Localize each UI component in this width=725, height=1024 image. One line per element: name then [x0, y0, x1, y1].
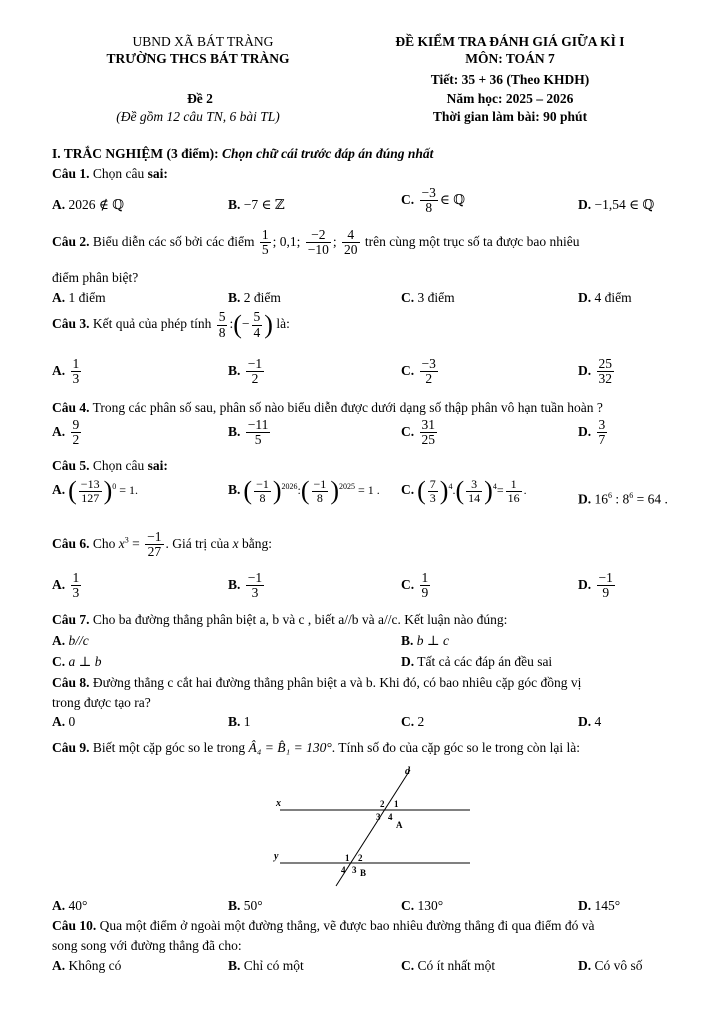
question-3: Câu 3. Kết quả của phép tính $\frac{5}{8}$ :(− $\frac{5}{4}$ ) là: — [52, 309, 290, 340]
angle-b4: 4 — [341, 865, 346, 875]
q1-option-b[interactable]: B. −7 ∈ ℤ — [228, 197, 285, 212]
question-10-cont: song song với đường thẳng đã cho: — [52, 938, 242, 953]
q6-option-d[interactable]: D. $\frac{-1}{9}$ — [578, 570, 613, 601]
q7-option-b[interactable]: B. b ⊥ c — [401, 633, 449, 648]
question-9: Câu 9. Biết một cặp góc so le trong Â₄ = B̂₁ = 130°. Tính số đo của cặp góc so le trong còn lại là: — [52, 740, 581, 755]
q8-option-b[interactable]: B. 1 — [228, 714, 251, 729]
q8-option-a[interactable]: A. 0 — [52, 714, 76, 729]
angle-a1: 1 — [394, 799, 399, 809]
q2-option-a[interactable]: A. 1 điểm — [52, 290, 106, 305]
school-name: TRƯỜNG THCS BÁT TRÀNG — [106, 51, 290, 66]
q2-option-c[interactable]: C. 3 điểm — [401, 290, 455, 305]
parallel-lines-figure — [260, 760, 480, 890]
angle-a4: 4 — [388, 812, 393, 822]
question-6: Câu 6. Cho $x^3$ = $\frac{-1}{27}$ . Giá trị của x bằng: — [52, 529, 273, 560]
q3-option-a[interactable]: A. $\frac{1}{3}$ — [52, 356, 80, 387]
question-4: Câu 4. Trong các phân số sau, phân số nào biểu diễn được dưới dạng số thập phân vô hạn tuần hoàn ? — [52, 400, 603, 415]
q3-option-d[interactable]: D. $\frac{25}{32}$ — [578, 356, 612, 387]
q9-option-d[interactable]: D. 145° — [578, 898, 621, 913]
q3-option-b[interactable]: B. $\frac{-1}{2}$ — [228, 356, 263, 387]
q10-option-a[interactable]: A. Không có — [52, 958, 122, 973]
question-5: Câu 5. Chọn câu sai: — [52, 458, 168, 473]
question-8-cont: trong được tạo ra? — [52, 695, 151, 710]
section-title: I. TRẮC NGHIỆM (3 điểm): Chọn chữ cái trước đáp án đúng nhất — [52, 146, 434, 161]
q6-option-b[interactable]: B. $\frac{-1}{3}$ — [228, 570, 263, 601]
angle-a3: 3 — [376, 812, 381, 822]
q10-option-d[interactable]: D. Có vô số — [578, 958, 643, 973]
label-y: y — [274, 851, 279, 862]
q4-option-c[interactable]: C. $\frac{31}{25}$ — [401, 417, 435, 448]
q2-option-d[interactable]: D. 4 điểm — [578, 290, 632, 305]
q10-option-b[interactable]: B. Chỉ có một — [228, 958, 304, 973]
question-8: Câu 8. Đường thẳng c cắt hai đường thẳng phân biệt a và b. Khi đó, có bao nhiêu cặp góc đồng vị — [52, 675, 582, 690]
q1-option-c[interactable]: C. $\frac{-3}{8}$ ∈ ℚ — [401, 185, 466, 216]
q4-option-d[interactable]: D. $\frac{3}{7}$ — [578, 417, 606, 448]
school-year: Năm học: 2025 – 2026 — [446, 91, 574, 106]
q6-option-c[interactable]: C. $\frac{1}{9}$ — [401, 570, 429, 601]
q7-option-a[interactable]: A. b//c — [52, 633, 89, 648]
angle-b1: 1 — [345, 853, 350, 863]
label-x: x — [276, 798, 281, 809]
q8-option-d[interactable]: D. 4 — [578, 714, 602, 729]
q1-option-a[interactable]: A. 2026 ∉ ℚ — [52, 197, 125, 212]
lesson-period: Tiết: 35 + 36 (Theo KHDH) — [430, 72, 590, 87]
q8-option-c[interactable]: C. 2 — [401, 714, 425, 729]
q5-option-a[interactable]: A. ( $\frac{-13}{127}$ )$^0$ = 1. — [52, 476, 139, 505]
q1-option-d[interactable]: D. −1,54 ∈ ℚ — [578, 197, 655, 212]
point-a: A — [396, 820, 403, 830]
q4-option-b[interactable]: B. $\frac{-11}{5}$ — [228, 417, 269, 448]
q10-option-c[interactable]: C. Có ít nhất một — [401, 958, 496, 973]
q9-option-a[interactable]: A. 40° — [52, 898, 88, 913]
angle-b2: 2 — [358, 853, 363, 863]
exam-code: Đề 2 — [187, 91, 213, 106]
question-7: Câu 7. Cho ba đường thẳng phân biệt a, b và c , biết a//b và a//c. Kết luận nào đúng: — [52, 612, 508, 627]
exam-title: ĐỀ KIỂM TRA ĐÁNH GIÁ GIỮA KÌ I — [395, 34, 625, 49]
question-2-cont: điểm phân biệt? — [52, 270, 139, 285]
q3-option-c[interactable]: C. $\frac{-3}{2}$ — [401, 356, 436, 387]
q9-option-c[interactable]: C. 130° — [401, 898, 444, 913]
q5-option-d[interactable]: D. $16^6$ : $8^6 = 64$ . — [578, 491, 668, 507]
q5-option-c[interactable]: C. ( $\frac{7}{3}$ )$^4$.( $\frac{3}{14}$ )$^4$= $\frac{1}{16}$ . — [401, 476, 527, 505]
subject: MÔN: TOÁN 7 — [465, 51, 555, 66]
exam-note: (Đề gồm 12 câu TN, 6 bài TL) — [116, 109, 280, 124]
q7-option-d[interactable]: D. Tất cả các đáp án đều sai — [401, 654, 553, 669]
question-10: Câu 10. Qua một điểm ở ngoài một đường thẳng, vẽ được bao nhiêu đường thẳng đi qua điểm đó và — [52, 918, 595, 933]
q4-option-a[interactable]: A. $\frac{9}{2}$ — [52, 417, 80, 448]
label-d: d — [405, 766, 410, 777]
duration: Thời gian làm bài: 90 phút — [432, 109, 588, 124]
q6-option-a[interactable]: A. $\frac{1}{3}$ — [52, 570, 80, 601]
angle-a2: 2 — [380, 799, 385, 809]
angle-b3: 3 — [352, 865, 357, 875]
q5-option-b[interactable]: B. ( $\frac{-1}{8}$ )$^{2026}$:( $\frac{-1}{8}$ )$^{2025}$ = 1 . — [228, 476, 380, 505]
question-2: Câu 2. Biểu diễn các số bởi các điểm $\frac{1}{5}$ ; 0,1; $\frac{-2}{-10}$ ; $\frac{4}{20}$ trên cùng một trục số ta được bao nhiêu — [52, 227, 580, 258]
q9-option-b[interactable]: B. 50° — [228, 898, 263, 913]
point-b: B — [360, 868, 367, 878]
q7-option-c[interactable]: C. a ⊥ b — [52, 654, 102, 669]
school-district: UBND XÃ BÁT TRÀNG — [132, 34, 274, 49]
q2-option-b[interactable]: B. 2 điểm — [228, 290, 281, 305]
question-1: Câu 1. Chọn câu sai: — [52, 166, 168, 181]
